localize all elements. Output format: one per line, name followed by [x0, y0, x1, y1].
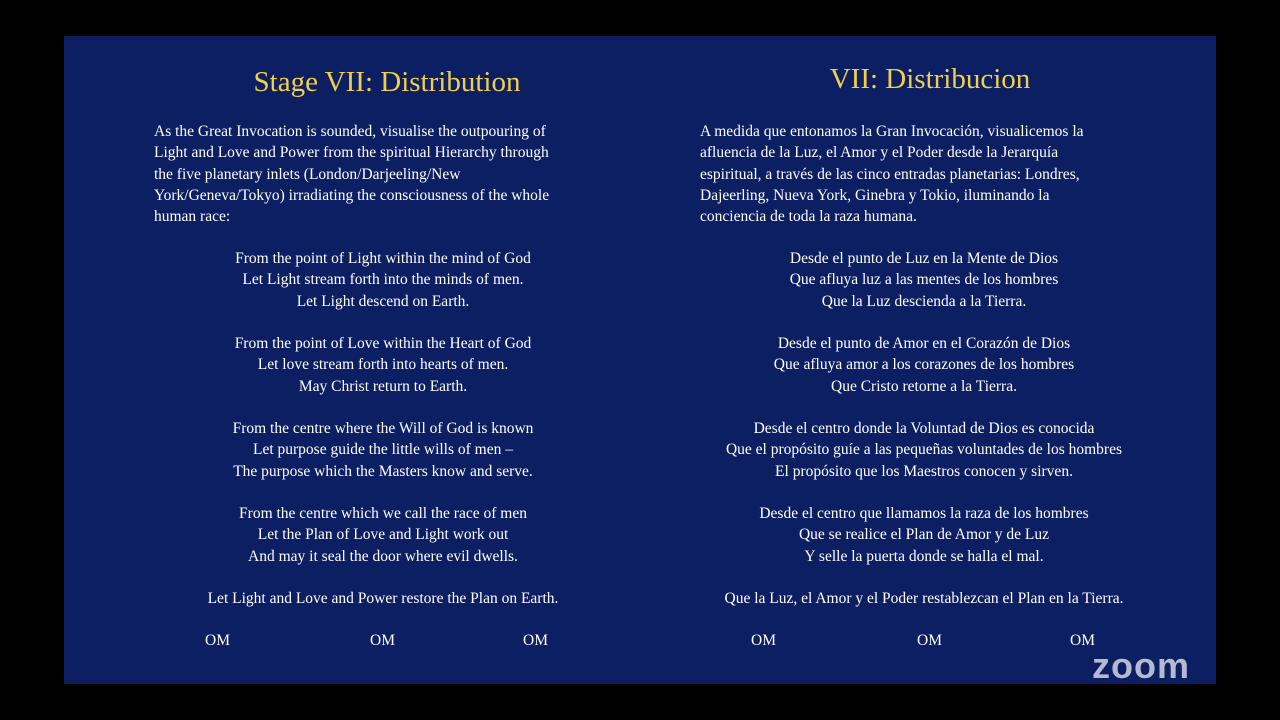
verse-line: Que afluya amor a los corazones de los hombres [773, 356, 1075, 374]
verse-line: Let the Plan of Love and Light work out [257, 526, 509, 544]
intro-line: human race: [154, 208, 231, 226]
verse-line: The purpose which the Masters know and serve. [233, 462, 533, 480]
spanish-om-3: OM [1070, 632, 1095, 649]
verse-line: Let love stream forth into hearts of men. [257, 356, 509, 374]
intro-line: conciencia de toda la raza humana. [700, 208, 917, 226]
intro-line: Light and Love and Power from the spiritual Hierarchy through [154, 144, 549, 162]
verse-line: Que el propósito guíe a las pequeñas voluntades de los hombres [725, 441, 1123, 459]
intro-line: espiritual, a través de las cinco entradas planetarias: Londres, [700, 165, 1080, 183]
verse-line: Let Light stream forth into the minds of men. [242, 271, 524, 289]
spanish-closing-line [700, 588, 1148, 609]
verse-line: From the centre which we call the race of men [239, 505, 527, 522]
english-stanza-love [154, 333, 612, 397]
verse-line: Desde el centro que llamamos la raza de los hombres [759, 505, 1089, 522]
verse-line: Let Light descend on Earth. [296, 292, 470, 310]
spanish-intro [700, 121, 1148, 227]
verse-line: Let purpose guide the little wills of men – [252, 441, 513, 459]
verse-line: May Christ return to Earth. [298, 377, 468, 395]
verse-line: Desde el punto de Amor en el Corazón de Dios [777, 335, 1071, 352]
english-intro [154, 121, 612, 227]
intro-line: York/Geneva/Tokyo) irradiating the consciousness of the whole [154, 186, 550, 204]
intro-line: As the Great Invocation is sounded, visualise the outpouring of [154, 123, 546, 140]
verse-line: Desde el punto de Luz en la Mente de Dios [789, 250, 1059, 267]
spanish-stanza-amor [700, 333, 1148, 397]
spanish-om-1: OM [751, 632, 776, 649]
english-om-3: OM [523, 632, 548, 649]
english-om-2: OM [370, 632, 395, 649]
english-om-1: OM [205, 632, 230, 649]
shared-screen-slide [64, 36, 1216, 684]
intro-line: the five planetary inlets (London/Darjeeling/New [154, 165, 461, 183]
english-stanza-men [154, 503, 612, 567]
spanish-stanza-luz [700, 248, 1148, 312]
verse-line: From the point of Love within the Heart of God [234, 335, 532, 352]
verse-line: El propósito que los Maestros conocen y sirven. [775, 462, 1073, 480]
verse-line: Que Cristo retorne a la Tierra. [831, 377, 1017, 395]
spanish-stanza-hombres [700, 503, 1148, 567]
english-stanza-will [154, 418, 612, 482]
verse-line: Y selle la puerta donde se halla el mal. [804, 547, 1044, 565]
verse-line: Let Light and Love and Power restore the Plan on Earth. [207, 590, 559, 607]
spanish-title: VII: Distribucion [829, 63, 1031, 95]
zoom-watermark-logo: zoom [1092, 645, 1190, 686]
verse-line: And may it seal the door where evil dwells. [248, 547, 518, 565]
spanish-stanza-voluntad [700, 418, 1148, 482]
verse-line: Que la Luz descienda a la Tierra. [821, 292, 1027, 310]
intro-line: A medida que entonamos la Gran Invocación, visualicemos la [700, 123, 1084, 140]
english-closing-line [154, 588, 612, 609]
spanish-om-2: OM [917, 632, 942, 649]
verse-line: Desde el centro donde la Voluntad de Dios es conocida [753, 420, 1095, 437]
verse-line: From the centre where the Will of God is known [232, 420, 534, 437]
verse-line: From the point of Light within the mind of God [235, 250, 531, 267]
english-title: Stage VII: Distribution [253, 66, 521, 98]
verse-line: Que afluya luz a las mentes de los hombres [789, 271, 1059, 289]
verse-line: Que la Luz, el Amor y el Poder restablezcan el Plan en la Tierra. [724, 590, 1124, 607]
intro-line: afluencia de la Luz, el Amor y el Poder desde la Jerarquía [700, 144, 1059, 162]
verse-line: Que se realice el Plan de Amor y de Luz [798, 526, 1050, 544]
english-stanza-light [154, 248, 612, 312]
intro-line: Dajeerling, Nueva York, Ginebra y Tokio, iluminando la [700, 186, 1050, 204]
